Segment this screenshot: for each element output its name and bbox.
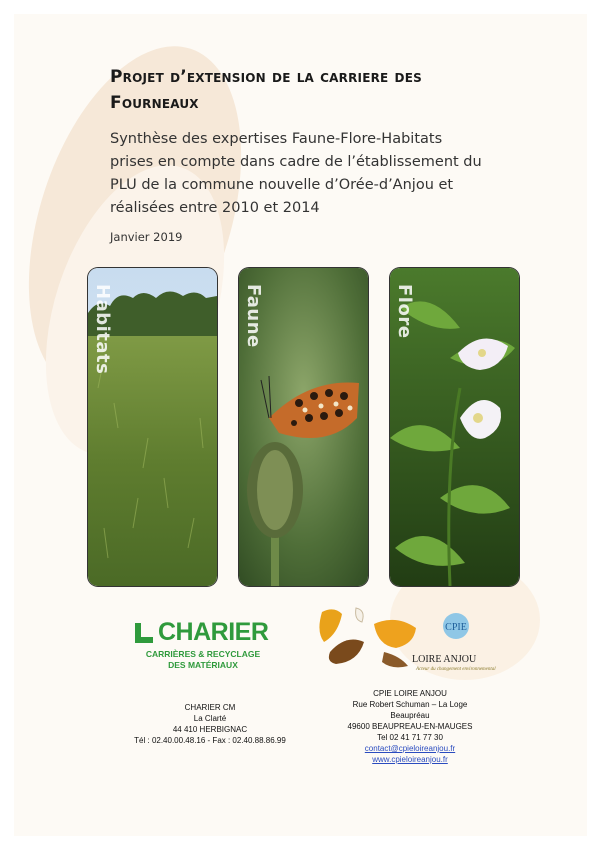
document-title xyxy=(110,64,530,116)
photo-label: Habitats xyxy=(92,284,113,375)
subtitle-line: prises en compte dans cadre de l’établissement du xyxy=(110,154,482,170)
title-line: Projet d’extension de la carriere des xyxy=(110,67,422,87)
photo-label: Faune xyxy=(243,284,264,348)
contact-line: Tél : 02.40.00.48.16 - Fax : 02.40.88.86.99 xyxy=(134,736,286,745)
title-line: Fourneaux xyxy=(110,93,199,113)
subtitle-line: PLU de la commune nouvelle d’Orée-d’Anjou et xyxy=(110,177,454,193)
flore-photo xyxy=(390,268,519,586)
charier-tagline-line: DES MATÉRIAUX xyxy=(168,660,238,670)
habitats-photo xyxy=(88,268,217,586)
faune-photo xyxy=(239,268,368,586)
charier-contact xyxy=(110,702,310,746)
contact-line: Beaupréau xyxy=(390,711,430,720)
charier-mark xyxy=(133,618,273,647)
charier-tagline xyxy=(133,649,273,671)
cpie-contact xyxy=(320,688,500,765)
cpie-name: LOIRE ANJOU xyxy=(412,654,477,665)
charier-name: CHARIER xyxy=(158,618,269,646)
document-subtitle xyxy=(110,128,520,220)
subtitle-line: réalisées entre 2010 et 2014 xyxy=(110,200,320,216)
website-link[interactable]: www.cpieloireanjou.fr xyxy=(372,755,448,764)
email-link[interactable]: contact@cpieloireanjou.fr xyxy=(364,744,456,753)
contact-line: La Clarté xyxy=(193,714,227,723)
cpie-logo xyxy=(316,604,496,680)
subtitle-line: Synthèse des expertises Faune-Flore-Habitats xyxy=(110,131,443,147)
contact-line: 44 410 HERBIGNAC xyxy=(172,725,248,734)
charier-l-icon xyxy=(133,621,155,645)
contact-line: Tel 02 41 71 77 30 xyxy=(377,733,443,742)
document-date: Janvier 2019 xyxy=(110,230,183,244)
charier-logo xyxy=(133,618,273,671)
charier-tagline-line: CARRIÈRES & RECYCLAGE xyxy=(145,649,261,659)
cpie-tagline: Acteur du changement environnemental xyxy=(416,667,496,672)
contact-line: Rue Robert Schuman – La Loge xyxy=(352,700,468,709)
contact-line: 49600 BEAUPREAU-EN-MAUGES xyxy=(347,722,473,731)
contact-line: CPIE LOIRE ANJOU xyxy=(373,689,447,698)
cpie-badge-text: CPIE xyxy=(445,622,467,633)
contact-line: CHARIER CM xyxy=(184,703,236,712)
photo-label: Flore xyxy=(394,284,415,339)
